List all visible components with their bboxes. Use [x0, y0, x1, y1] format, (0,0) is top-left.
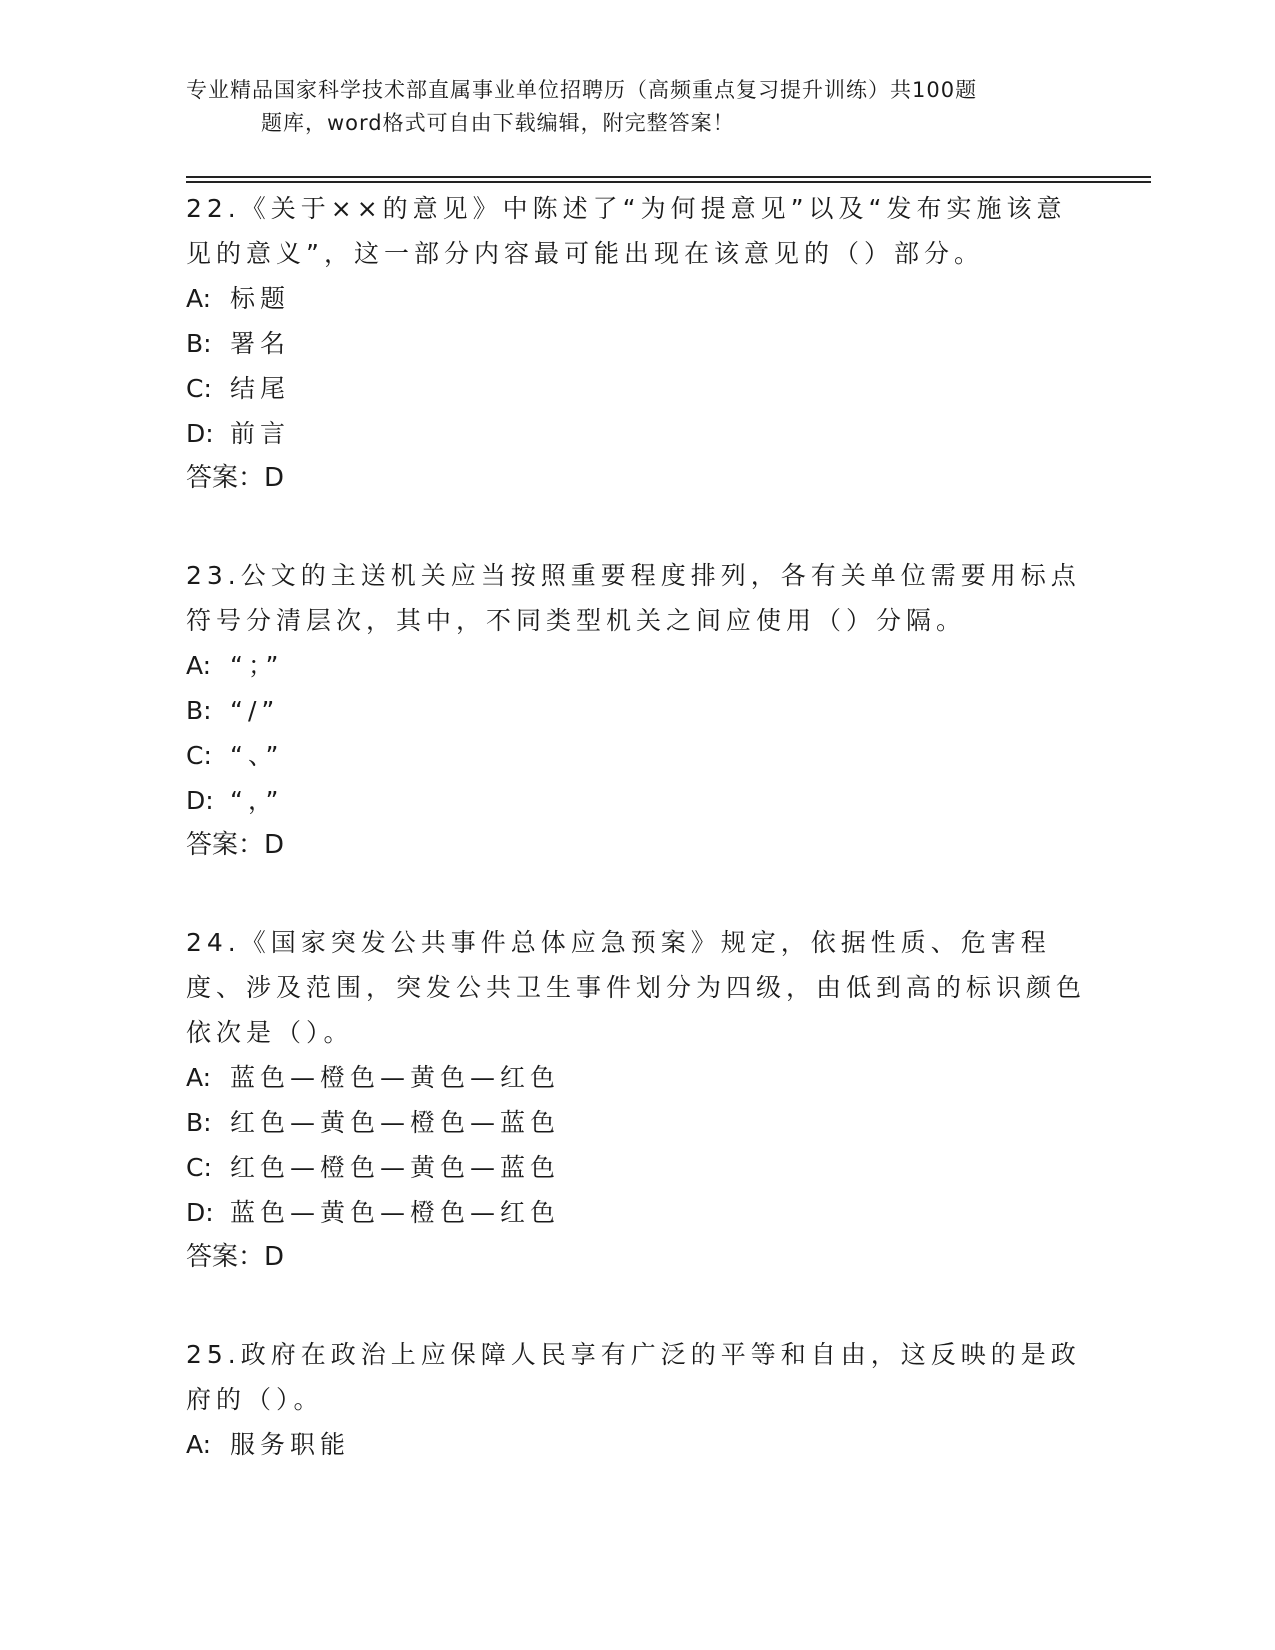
question-text: 25.政府在政治上应保障人民享有广泛的平等和自由，这反映的是政府的（）。 [186, 1340, 1081, 1414]
option-key: D: [186, 419, 214, 448]
option-text: 蓝色—橙色—黄色—红色 [230, 1063, 561, 1092]
answer-label: 答案： [186, 830, 265, 860]
option-text: 结尾 [230, 374, 291, 403]
option-key: B: [186, 329, 212, 358]
option-text: 署名 [230, 329, 291, 358]
question-list [186, 186, 1086, 1519]
option-text: 标题 [230, 284, 291, 313]
answer-label: 答案： [186, 1242, 265, 1272]
option-c [186, 733, 1086, 778]
question-text: 24.《国家突发公共事件总体应急预案》规定，依据性质、危害程度、涉及范围，突发公共卫生事件划分为四级，由低到高的标识颜色依次是（）。 [186, 928, 1087, 1047]
option-key: D: [186, 1198, 214, 1227]
option-key: A: [186, 1430, 212, 1459]
answer-line [186, 1235, 1086, 1280]
header-line-1: 专业精品国家科学技术部直属事业单位招聘历（高频重点复习提升训练）共100题 [186, 78, 978, 102]
document-header [186, 74, 1086, 140]
header-rule-top [186, 176, 1151, 178]
question-text: 23.公文的主送机关应当按照重要程度排列，各有关单位需要用标点符号分清层次，其中，不同类型机关之间应使用（）分隔。 [186, 561, 1081, 635]
option-key: D: [186, 786, 214, 815]
option-a [186, 276, 1086, 321]
option-key: A: [186, 651, 212, 680]
option-key: C: [186, 374, 212, 403]
header-line-2: 题库，word格式可自由下载编辑，附完整答案！ [261, 111, 735, 135]
answer-line [186, 823, 1086, 868]
option-text: 红色—橙色—黄色—蓝色 [230, 1153, 561, 1182]
option-key: B: [186, 696, 212, 725]
answer-value: D [264, 463, 286, 493]
option-key: B: [186, 1108, 212, 1137]
answer-line [186, 456, 1086, 501]
option-text: “/” [230, 696, 280, 725]
option-d [186, 411, 1086, 456]
answer-value: D [264, 1242, 286, 1272]
option-a [186, 1055, 1086, 1100]
option-text: “，” [230, 786, 284, 815]
option-a [186, 1422, 1086, 1467]
option-text: 红色—黄色—橙色—蓝色 [230, 1108, 561, 1137]
option-text: “；” [230, 651, 284, 680]
question-24 [186, 920, 1086, 1280]
option-key: C: [186, 741, 212, 770]
question-text: 22.《关于××的意见》中陈述了“为何提意见”以及“发布实施该意见的意义”，这一部分内容最可能出现在该意见的（）部分。 [186, 194, 1067, 268]
option-c [186, 366, 1086, 411]
option-a [186, 643, 1086, 688]
option-text: 蓝色—黄色—橙色—红色 [230, 1198, 561, 1227]
option-text: 服务职能 [230, 1430, 351, 1459]
question-23 [186, 553, 1086, 868]
option-text: 前言 [230, 419, 291, 448]
option-key: A: [186, 284, 212, 313]
option-b [186, 1100, 1086, 1145]
option-text: “、” [230, 741, 284, 770]
answer-label: 答案： [186, 463, 265, 493]
option-c [186, 1145, 1086, 1190]
option-b [186, 321, 1086, 366]
option-key: C: [186, 1153, 212, 1182]
option-key: A: [186, 1063, 212, 1092]
option-d [186, 778, 1086, 823]
option-b [186, 688, 1086, 733]
question-22 [186, 186, 1086, 501]
option-d [186, 1190, 1086, 1235]
question-25 [186, 1332, 1086, 1467]
header-rule-bottom [186, 181, 1151, 183]
answer-value: D [264, 830, 286, 860]
